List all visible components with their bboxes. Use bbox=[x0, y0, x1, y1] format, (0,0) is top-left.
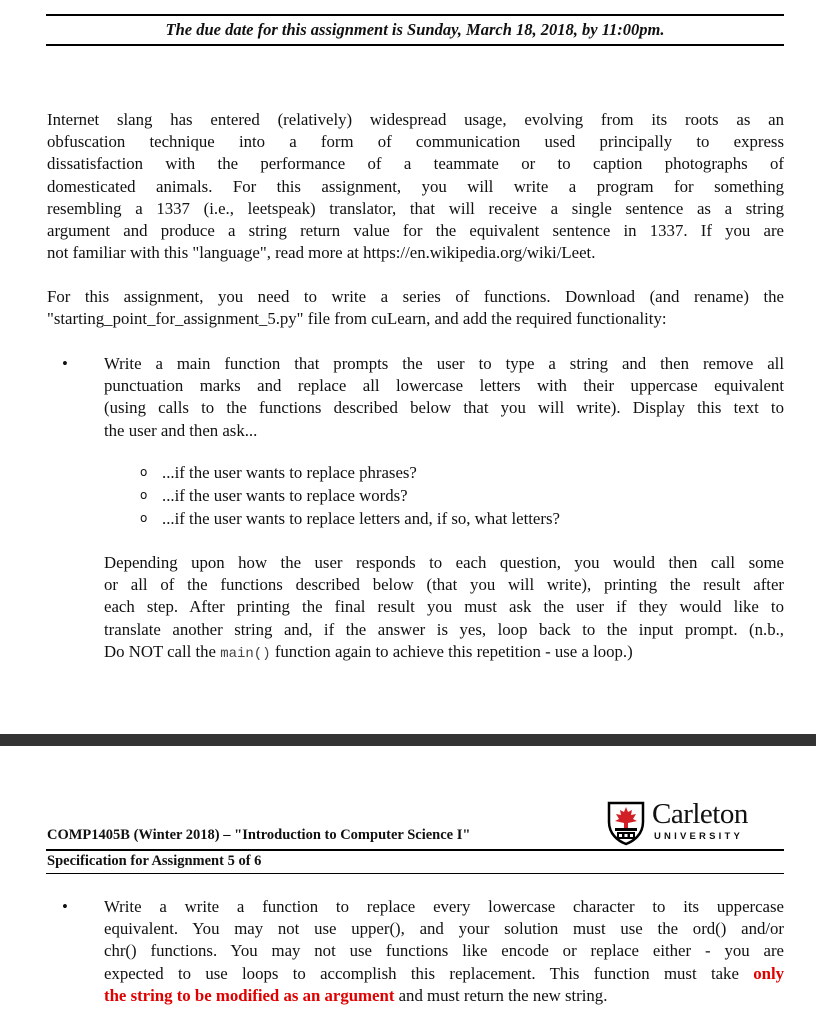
intro-line: not familiar with this "language", read more at https://en.wikipedia.org/wiki/Leet. bbox=[47, 243, 596, 263]
bullet-line: Write a main function that prompts the user to type a string and then remove all bbox=[104, 354, 784, 373]
bullet-line bbox=[104, 985, 784, 1007]
course-title: COMP1405B (Winter 2018) – "Introduction to Computer Science I" bbox=[47, 827, 471, 843]
bullet-text bbox=[104, 353, 784, 442]
due-date-text: The due date for this assignment is Sunday, March 18, 2018, by 11:00pm. bbox=[165, 20, 665, 39]
repetition-line: translate another string and, if the answer is yes, loop back to the input prompt. (n.b., bbox=[104, 619, 784, 639]
repetition-line: each step. After printing the final result you must ask the user if they would like to bbox=[104, 597, 784, 617]
text-run: function again to achieve this repetition - use a loop.) bbox=[270, 641, 633, 661]
logo-wordmark: Carleton bbox=[652, 798, 748, 830]
repetition-paragraph bbox=[104, 552, 784, 665]
carleton-logo bbox=[606, 800, 786, 850]
instructions-paragraph bbox=[47, 286, 784, 330]
sublist-text: ...if the user wants to replace words? bbox=[162, 486, 408, 505]
sublist-item bbox=[140, 461, 740, 484]
emphasis-red: only bbox=[753, 963, 784, 983]
intro-line: Internet slang has entered (relatively) widespread usage, evolving from its roots as an bbox=[47, 110, 784, 129]
repetition-line-last bbox=[104, 641, 784, 665]
instructions-line: For this assignment, you need to write a series of functions. Download (and rename) the bbox=[47, 287, 784, 306]
circle-bullet-icon: o bbox=[140, 465, 148, 479]
repetition-line: Depending upon how the user responds to each question, you would then call some bbox=[104, 553, 784, 572]
header-rule-thin bbox=[46, 873, 784, 874]
intro-paragraph bbox=[47, 109, 784, 264]
bullet-line: equivalent. You may not use upper(), and your solution must use the ord() and/or bbox=[104, 919, 784, 939]
bullet-line: (using calls to the functions described below that you will write). Display this text to bbox=[104, 398, 784, 418]
due-date-banner bbox=[46, 14, 784, 46]
sublist-text: ...if the user wants to replace phrases? bbox=[162, 463, 417, 482]
bullet-marker: • bbox=[62, 354, 68, 373]
bullet-text bbox=[104, 896, 784, 1007]
bullet-line: chr() functions. You may not use functions like encode or replace either - you are bbox=[104, 941, 784, 961]
intro-line: argument and produce a string return value for the equivalent sentence in 1337. If you are bbox=[47, 221, 784, 241]
emphasis-red: the string to be modified as an argument bbox=[104, 985, 395, 1005]
circle-bullet-icon: o bbox=[140, 511, 148, 525]
text-run: expected to use loops to accomplish this replacement. This function must take bbox=[104, 963, 754, 983]
bullet-line: the user and then ask... bbox=[104, 420, 258, 440]
spec-title: Specification for Assignment 5 of 6 bbox=[47, 853, 262, 869]
sublist-item bbox=[140, 507, 740, 530]
instructions-line: "starting_point_for_assignment_5.py" file from cuLearn, and add the required functionality: bbox=[47, 309, 667, 329]
sublist-text: ...if the user wants to replace letters and, if so, what letters? bbox=[162, 509, 560, 528]
bullet-marker: • bbox=[62, 897, 68, 916]
bullet-line bbox=[104, 963, 784, 985]
text-run: Do NOT call the bbox=[104, 641, 221, 661]
page-divider bbox=[0, 734, 816, 746]
bullet-main-function bbox=[62, 353, 784, 443]
bullet-line: Write a write a function to replace every lowercase character to its uppercase bbox=[104, 897, 784, 916]
intro-line: obfuscation technique into a form of communication used principally to express bbox=[47, 132, 784, 152]
intro-line: domesticated animals. For this assignment, you will write a program for something bbox=[47, 176, 784, 196]
intro-line: resembling a 1337 (i.e., leetspeak) translator, that will receive a single sentence as a string bbox=[47, 198, 784, 218]
intro-line: dissatisfaction with the performance of a teammate or to caption photographs of bbox=[47, 154, 784, 174]
text-run: and must return the new string. bbox=[394, 985, 608, 1005]
logo-subtitle: UNIVERSITY bbox=[654, 831, 744, 842]
code-main: main() bbox=[220, 645, 271, 662]
bullet-uppercase-function bbox=[62, 896, 784, 1011]
circle-bullet-icon: o bbox=[140, 488, 148, 502]
bullet-line: punctuation marks and replace all lowercase letters with their uppercase equivalent bbox=[104, 376, 784, 396]
shield-crest-icon bbox=[606, 800, 646, 846]
question-sublist bbox=[140, 461, 740, 530]
header-rule bbox=[46, 849, 784, 851]
sublist-item bbox=[140, 484, 740, 507]
repetition-line: or all of the functions described below (that you will write), printing the result after bbox=[104, 575, 784, 595]
